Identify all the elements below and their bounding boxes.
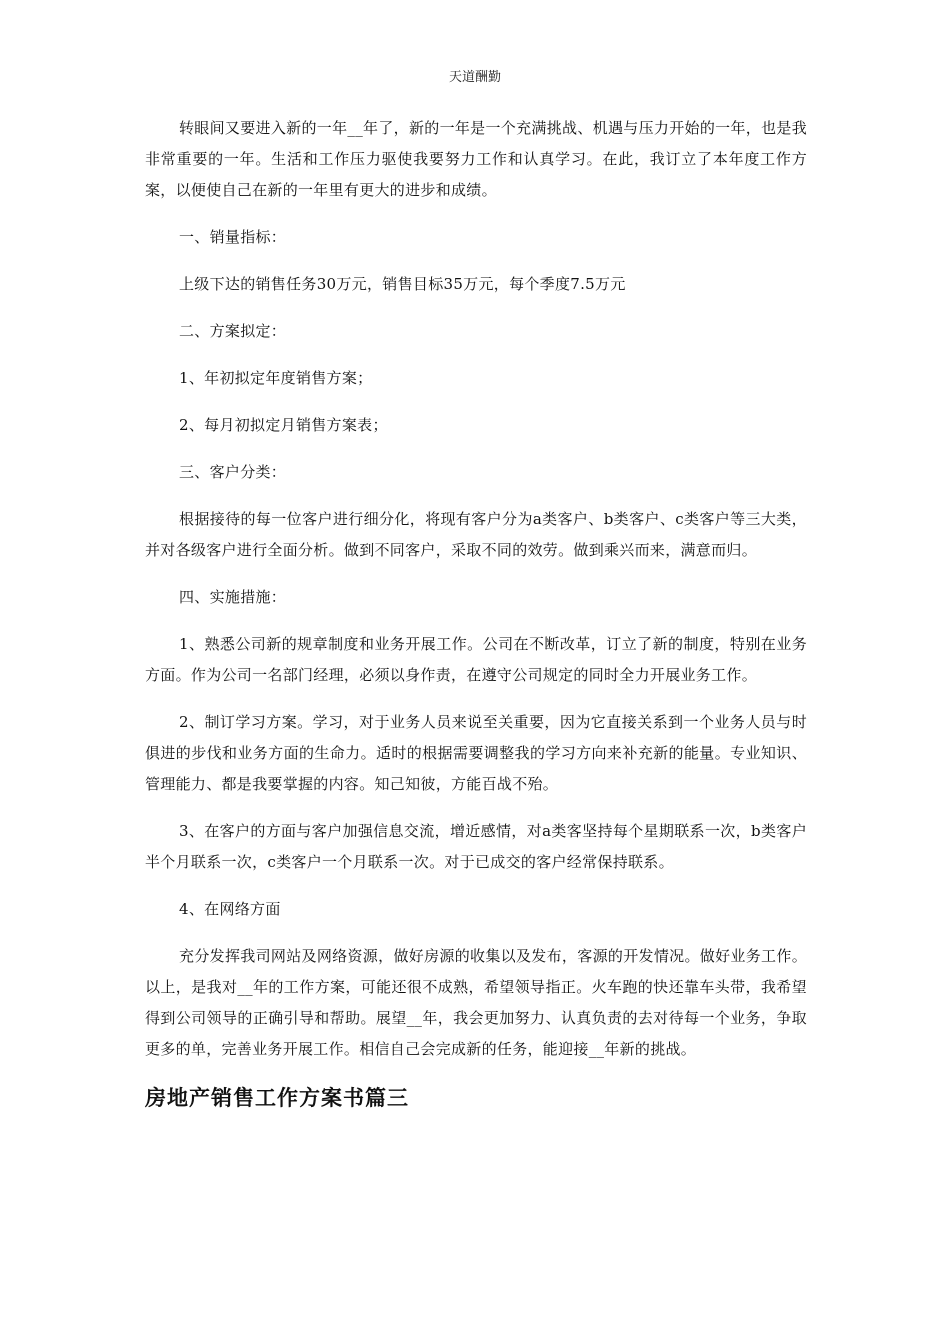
sales-target-paragraph: 上级下达的销售任务30万元，销售目标35万元，每个季度7.5万元 bbox=[179, 275, 626, 293]
plan-item-2: 2、每月初拟定月销售方案表； bbox=[179, 416, 388, 434]
section-heading: 房地产销售工作方案书篇三 bbox=[145, 1086, 409, 1110]
measure-item-2: 2、制订学习方案。学习，对于业务人员来说至关重要，因为它直接关系到一个业务人员与时俱进的步伐和业务方面的生命力。适时的根据需要调整我的学习方向来补充新的能量。专业知识、管理能力、都是我要掌握的内容。知己知彼，方能百战不殆。 bbox=[145, 713, 807, 793]
measure-item-4: 4、在网络方面 bbox=[179, 900, 281, 918]
customer-paragraph: 根据接待的每一位客户进行细分化，将现有客户分为a类客户、b类客户、c类客户等三大类，并对各级客户进行全面分析。做到不同客户，采取不同的效劳。做到乘兴而来，满意而归。 bbox=[145, 510, 807, 559]
intro-paragraph: 转眼间又要进入新的一年__年了，新的一年是一个充满挑战、机遇与压力开始的一年，也是我非常重要的一年。生活和工作压力驱使我要努力工作和认真学习。在此，我订立了本年度工作方案，以便使自己在新的一年里有更大的进步和成绩。 bbox=[145, 119, 807, 199]
page-header: 天道酬勤 bbox=[448, 70, 501, 85]
section-sales-target-title: 一、销量指标： bbox=[179, 228, 287, 246]
document-body bbox=[145, 113, 807, 1115]
section-customer-title: 三、客户分类： bbox=[179, 463, 287, 481]
measure-item-1: 1、熟悉公司新的规章制度和业务开展工作。公司在不断改革，订立了新的制度，特别在业务方面。作为公司一名部门经理，必须以身作责，在遵守公司规定的同时全力开展业务工作。 bbox=[145, 635, 807, 684]
section-plan-title: 二、方案拟定： bbox=[179, 322, 287, 340]
section-measures-title: 四、实施措施： bbox=[179, 588, 287, 606]
conclusion-paragraph: 充分发挥我司网站及网络资源，做好房源的收集以及发布，客源的开发情况。做好业务工作。以上，是我对__年的工作方案，可能还很不成熟，希望领导指正。火车跑的快还靠车头带，我希望得到公司领导的正确引导和帮助。展望__年，我会更加努力、认真负责的去对待每一个业务，争取更多的单，完善业务开展工作。相信自己会完成新的任务，能迎接__年新的挑战。 bbox=[145, 947, 807, 1058]
plan-item-1: 1、年初拟定年度销售方案； bbox=[179, 369, 373, 387]
measure-item-3: 3、在客户的方面与客户加强信息交流，增近感情，对a类客坚持每个星期联系一次，b类客户半个月联系一次，c类客户一个月联系一次。对于已成交的客户经常保持联系。 bbox=[145, 822, 807, 871]
